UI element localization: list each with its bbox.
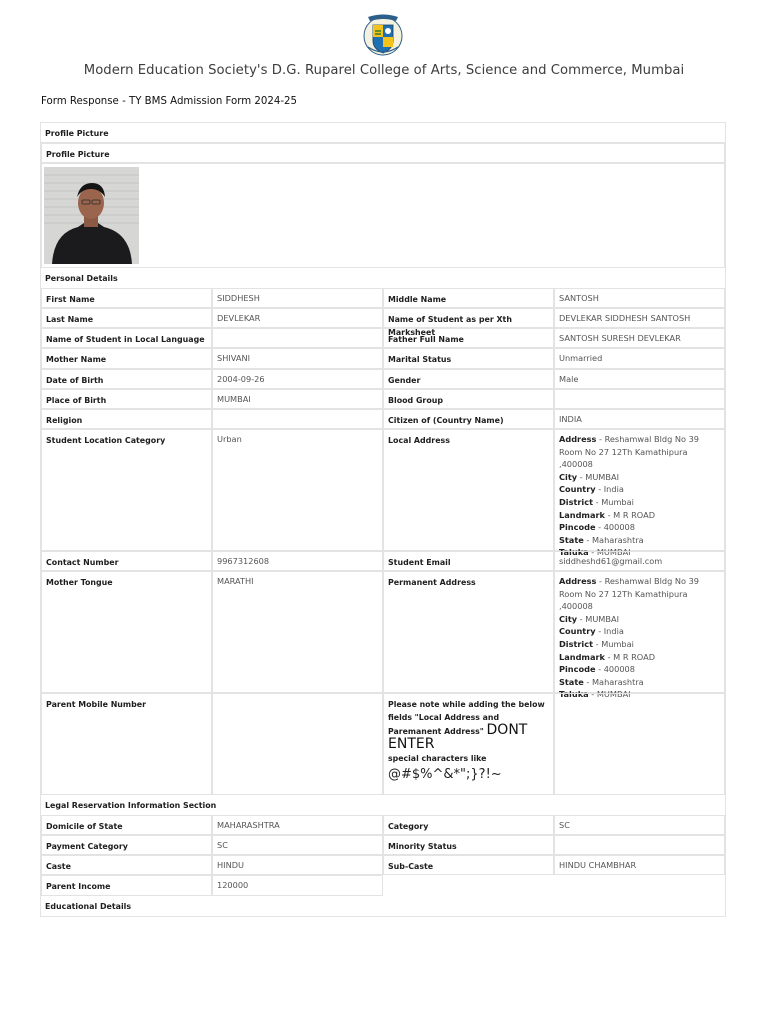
last-name-label: Last Name	[41, 308, 212, 328]
minority-status-label: Minority Status	[383, 835, 554, 855]
city-key: City	[559, 471, 578, 482]
gender-value: Male	[554, 369, 725, 389]
city-value: MUMBAI	[585, 613, 620, 624]
country-key: Country	[559, 484, 596, 495]
parent-income-label: Parent Income	[41, 875, 212, 896]
sub-caste-value: HINDU CHAMBHAR	[554, 855, 725, 875]
college-logo	[362, 11, 404, 59]
permanent-address-value: Address - Reshamwal Bldg No 39 Room No 27 12Th Kamathipura ,400008 City - MUMBAI Country - India District - Mumbai Landmark - M R ROAD Pincode - 400008 State - Maharashtra Taluka - MUMBAI	[554, 571, 725, 693]
mother-tongue-label: Mother Tongue	[41, 571, 212, 693]
special-characters-note	[383, 693, 554, 795]
state-value: Maharashtra	[591, 676, 644, 687]
blood-group-label: Blood Group	[383, 389, 554, 409]
pincode-key: Pincode	[559, 522, 596, 533]
district-value: Mumbai	[601, 638, 634, 649]
domicile-value: MAHARASHTRA	[212, 815, 383, 835]
local-address-value: Address - Reshamwal Bldg No 39 Room No 27 12Th Kamathipura ,400008 City - MUMBAI Country - India District - Mumbai Landmark - M R ROAD Pincode - 400008 State - Maharashtra Taluka - MUMBAI	[554, 429, 725, 551]
country-key: Country	[559, 626, 596, 637]
pincode-key: Pincode	[559, 664, 596, 675]
state-value: Maharashtra	[591, 534, 644, 545]
local-address-label: Local Address	[383, 429, 554, 551]
place-of-birth-value: MUMBAI	[212, 389, 383, 409]
pincode-value: 400008	[603, 664, 635, 675]
contact-number-value: 9967312608	[212, 551, 383, 571]
location-category-label: Student Location Category	[41, 429, 212, 551]
state-key: State	[559, 676, 584, 687]
college-name: Modern Education Society's D.G. Ruparel College of Arts, Science and Commerce, Mumbai	[83, 63, 685, 78]
address-text: Reshamwal Bldg No 39 Room No 27 12Th Kamathipura ,400008	[559, 576, 700, 612]
caste-value: HINDU	[212, 855, 383, 875]
religion-value	[212, 409, 383, 429]
place-of-birth-label: Place of Birth	[41, 389, 212, 409]
local-language-name-value	[212, 328, 383, 348]
taluka-key: Taluka	[559, 547, 589, 558]
section-educational-details: Educational Details	[45, 902, 132, 911]
first-name-label: First Name	[41, 288, 212, 308]
landmark-key: Landmark	[559, 651, 605, 662]
citizen-label: Citizen of (Country Name)	[383, 409, 554, 429]
marital-status-value: Unmarried	[554, 348, 725, 369]
sub-caste-label: Sub-Caste	[383, 855, 554, 875]
note-line-1: Please note while adding the below fields "Local Address and Paremanent Address"	[388, 700, 545, 736]
taluka-value: MUMBAI	[596, 689, 631, 700]
father-name-value: SANTOSH SURESH DEVLEKAR	[554, 328, 725, 348]
last-name-value: DEVLEKAR	[212, 308, 383, 328]
landmark-value: M R ROAD	[613, 509, 656, 520]
middle-name-value: SANTOSH	[554, 288, 725, 308]
country-value: India	[603, 626, 624, 637]
contact-number-label: Contact Number	[41, 551, 212, 571]
section-profile-picture: Profile Picture	[41, 123, 725, 143]
profile-picture-cell	[41, 163, 725, 268]
payment-category-label: Payment Category	[41, 835, 212, 855]
gender-label: Gender	[383, 369, 554, 389]
local-language-name-label: Name of Student in Local Language	[41, 328, 212, 348]
payment-category-value: SC	[212, 835, 383, 855]
caste-label: Caste	[41, 855, 212, 875]
city-value: MUMBAI	[585, 471, 620, 482]
citizen-value: INDIA	[554, 409, 725, 429]
address-key: Address	[559, 434, 597, 444]
parent-mobile-label: Parent Mobile Number	[41, 693, 212, 795]
first-name-value: SIDDHESH	[212, 288, 383, 308]
form-title: Form Response - TY BMS Admission Form 2024-25	[41, 96, 297, 107]
section-personal-details: Personal Details	[45, 274, 118, 283]
mother-tongue-value: MARATHI	[212, 571, 383, 693]
father-name-label: Father Full Name	[383, 328, 554, 348]
blood-group-value	[554, 389, 725, 409]
city-key: City	[559, 613, 578, 624]
dob-value: 2004-09-26	[212, 369, 383, 389]
category-label: Category	[383, 815, 554, 835]
address-text: Reshamwal Bldg No 39 Room No 27 12Th Kamathipura ,400008	[559, 434, 700, 470]
note-line-2: special characters like	[388, 754, 487, 763]
landmark-value: M R ROAD	[613, 651, 656, 662]
profile-picture-label: Profile Picture	[41, 143, 725, 163]
taluka-key: Taluka	[559, 689, 589, 700]
religion-label: Religion	[41, 409, 212, 429]
profile-photo	[44, 167, 139, 264]
middle-name-label: Middle Name	[383, 288, 554, 308]
note-symbols: @#$%^&*";}?!~	[388, 767, 502, 782]
district-key: District	[559, 638, 594, 649]
address-key: Address	[559, 576, 597, 586]
mother-name-label: Mother Name	[41, 348, 212, 369]
section-legal-reservation: Legal Reservation Information Section	[45, 801, 217, 810]
minority-status-value	[554, 835, 725, 855]
country-value: India	[603, 484, 624, 495]
district-key: District	[559, 496, 594, 507]
note-dont-enter: DONT ENTER	[388, 722, 528, 752]
domicile-label: Domicile of State	[41, 815, 212, 835]
permanent-address-label: Permanent Address	[383, 571, 554, 693]
xth-name-label: Name of Student as per Xth Marksheet	[383, 308, 554, 328]
pincode-value: 400008	[603, 522, 635, 533]
district-value: Mumbai	[601, 496, 634, 507]
xth-name-value: DEVLEKAR SIDDHESH SANTOSH	[554, 308, 725, 328]
taluka-value: MUMBAI	[596, 547, 631, 558]
student-email-value: siddheshd61@gmail.com	[554, 551, 725, 571]
dob-label: Date of Birth	[41, 369, 212, 389]
student-email-label: Student Email	[383, 551, 554, 571]
mother-name-value: SHIVANI	[212, 348, 383, 369]
parent-income-value: 120000	[212, 875, 383, 896]
landmark-key: Landmark	[559, 509, 605, 520]
location-category-value: Urban	[212, 429, 383, 551]
note-empty-cell	[554, 693, 725, 795]
category-value: SC	[554, 815, 725, 835]
marital-status-label: Marital Status	[383, 348, 554, 369]
state-key: State	[559, 534, 584, 545]
parent-mobile-value	[212, 693, 383, 795]
